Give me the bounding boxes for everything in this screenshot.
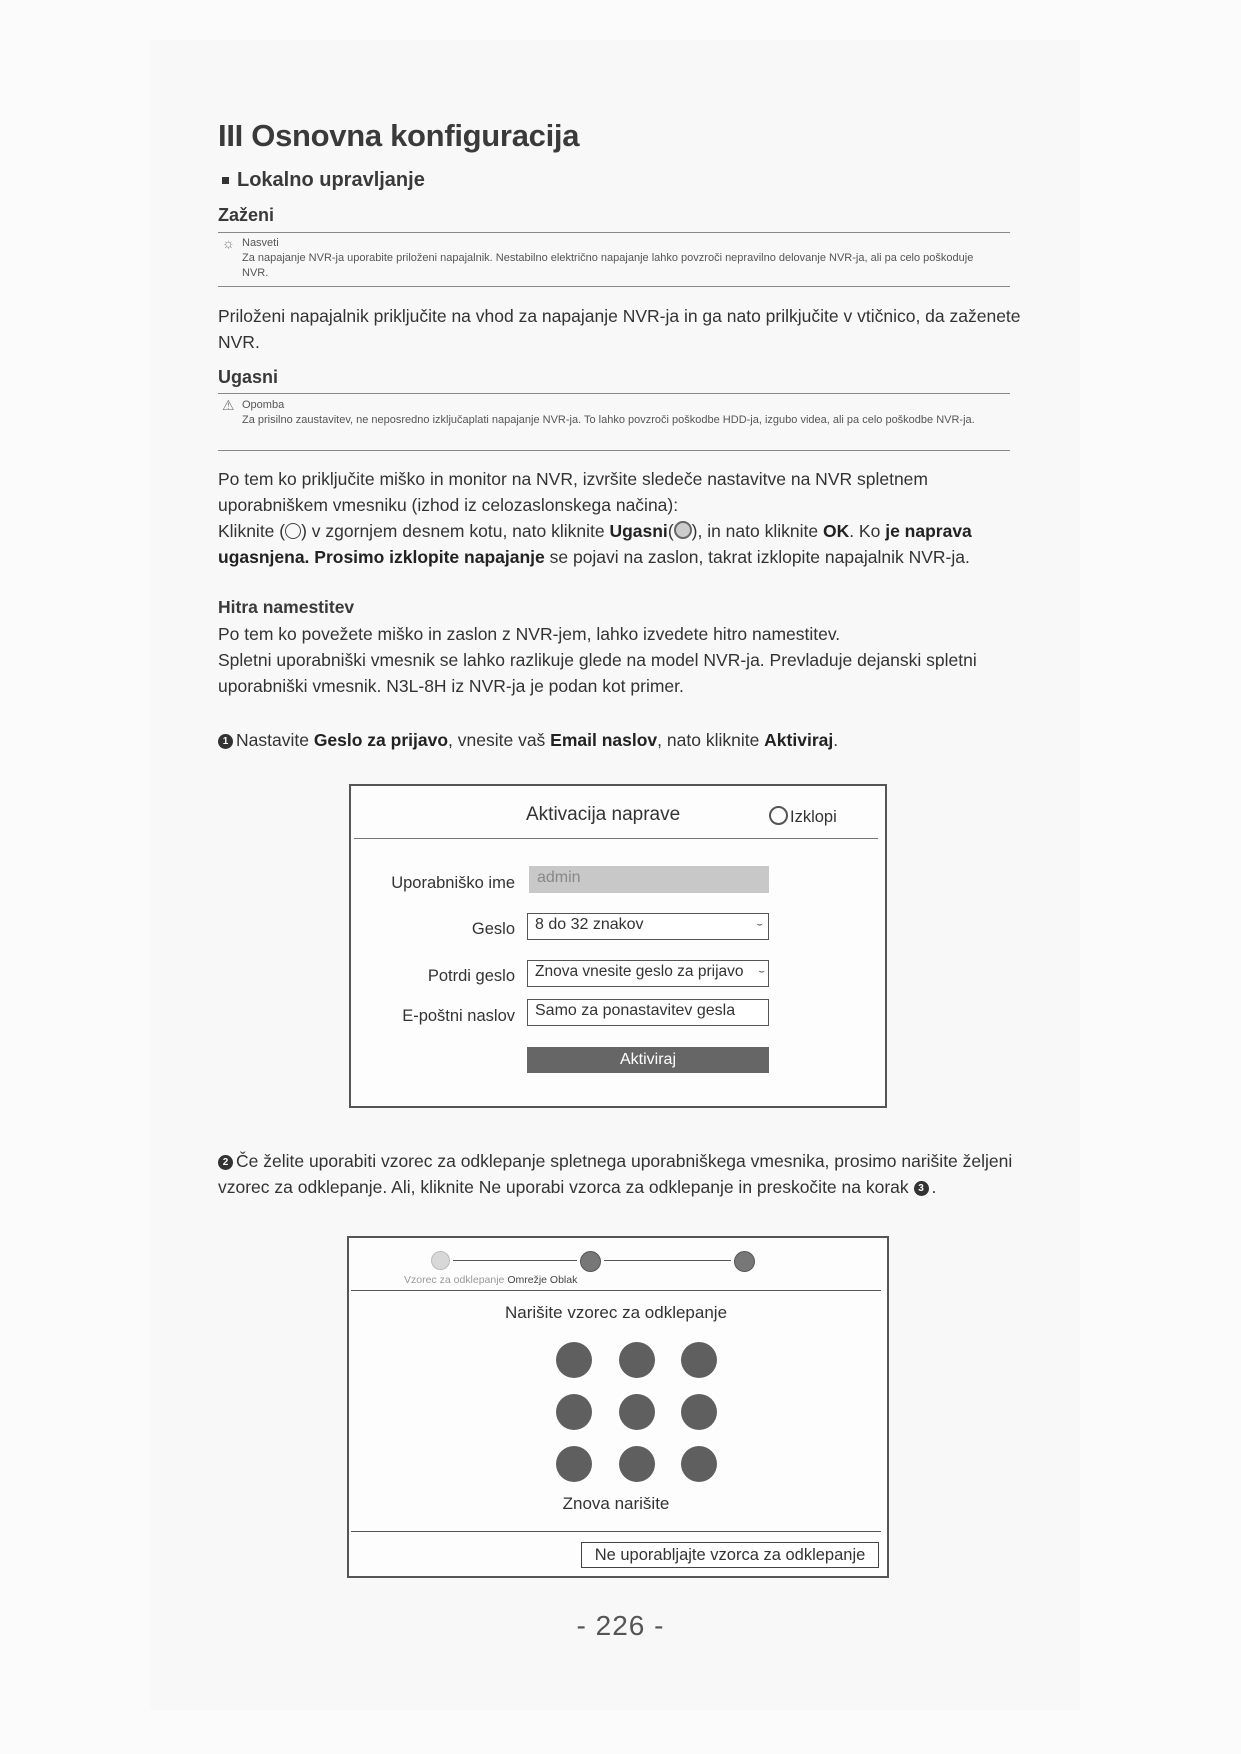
shutdown-heading: Ugasni <box>218 367 279 387</box>
redraw-link[interactable]: Znova narišite <box>562 1494 670 1513</box>
pattern-step-icon <box>431 1251 450 1270</box>
stepper-line <box>453 1260 577 1261</box>
stepper-line <box>604 1260 731 1261</box>
divider <box>218 232 1010 233</box>
dialog-divider <box>351 1290 881 1291</box>
step-1-instruction: 1 Nastavite Geslo za prijavo, vnesite vaš Email naslov, nato kliknite Aktiviraj. <box>218 727 1038 753</box>
step-number-badge: 2 <box>218 1155 233 1170</box>
password-field[interactable]: 8 do 32 znakov ⌣ <box>527 913 769 940</box>
dialog-divider <box>351 1531 881 1532</box>
section-subheading: Lokalno upravljanje <box>222 169 425 192</box>
pattern-dot[interactable] <box>619 1394 655 1430</box>
skip-pattern-button[interactable]: Ne uporabljajte vzorca za odklepanje <box>581 1542 879 1568</box>
username-field: admin <box>529 866 769 893</box>
power-icon <box>285 523 301 539</box>
eye-closed-icon[interactable]: ⌣ <box>756 919 763 930</box>
tips-note <box>218 236 1010 281</box>
lightbulb-icon: ☼ <box>222 235 235 251</box>
pattern-title: Narišite vzorec za odklepanje <box>504 1303 728 1322</box>
page-number: - 226 - <box>576 1610 665 1641</box>
pattern-dot[interactable] <box>556 1446 592 1482</box>
confirm-password-field[interactable]: Znova vnesite geslo za prijavo ⌣ <box>527 960 769 987</box>
username-label: Uporabniško ime <box>391 874 515 892</box>
warning-text: Za prisilno zaustavitev, ne neposredno izključaplati napajanje NVR-ja. To lahko povzroči poškodbe HDD-ja, izgubo videa, ali pa celo poškodbe NVR-ja. <box>242 414 975 426</box>
step-number-badge: 1 <box>218 734 233 749</box>
pattern-dot[interactable] <box>681 1394 717 1430</box>
activation-dialog <box>349 784 887 1108</box>
cloud-step-icon <box>734 1251 755 1272</box>
pattern-dot[interactable] <box>619 1342 655 1378</box>
unlock-pattern-dialog <box>347 1236 889 1578</box>
network-step-icon <box>580 1251 601 1272</box>
pattern-dot[interactable] <box>556 1394 592 1430</box>
activate-button[interactable]: Aktiviraj <box>527 1047 769 1073</box>
pattern-dot[interactable] <box>681 1342 717 1378</box>
square-bullet-icon <box>222 177 229 184</box>
email-field[interactable]: Samo za ponastavitev gesla <box>527 999 769 1026</box>
warning-note <box>218 398 1010 428</box>
eye-closed-icon[interactable]: ⌣ <box>758 966 765 977</box>
divider <box>218 450 1010 451</box>
divider <box>218 286 1010 287</box>
pattern-dot[interactable] <box>619 1446 655 1482</box>
divider <box>218 393 1010 394</box>
start-heading: Zaženi <box>218 205 275 225</box>
tips-label: Nasveti <box>242 237 279 249</box>
confirm-password-label: Potrdi geslo <box>427 967 515 985</box>
warning-label: Opomba <box>242 399 285 411</box>
quick-setup-line-1: Po tem ko povežete miško in zaslon z NVR-jem, lahko izvedete hitro namestitev. <box>218 624 841 644</box>
start-paragraph: Priloženi napajalnik priključite na vhod za napajanje NVR-ja in ga nato prilkjučite v vtičnico, da zaženete NVR. <box>218 306 1021 352</box>
power-icon <box>769 806 788 825</box>
stepper-labels: Vzorec za odklepanje Omrežje Oblak <box>404 1274 578 1286</box>
step-2-instruction: 2 Če želite uporabiti vzorec za odklepanje spletnega uporabniškega vmesnika, prosimo narišite željeni vzorec za odklepanje. Ali, kliknite Ne uporabi vzorca za odklepanje in preskočite na korak 3 . <box>218 1151 1013 1197</box>
page-title: III Osnovna konfiguracija <box>218 118 580 153</box>
dialog-title: Aktivacija naprave <box>526 804 681 825</box>
pattern-dot[interactable] <box>556 1342 592 1378</box>
shutdown-icon <box>674 521 692 539</box>
warning-triangle-icon: ⚠ <box>222 397 235 413</box>
power-off-button[interactable]: Izklopi <box>769 806 837 827</box>
tips-text: Za napajanje NVR-ja uporabite priloženi napajalnik. Nestabilno električno napajanje lahko povzroči nepravilno delovanje NVR-ja, ali pa celo poškoduje NVR. <box>242 252 974 279</box>
shutdown-paragraph-2: Kliknite ( ) v zgornjem desnem kotu, nato kliknite Ugasni( ), in nato kliknite OK. Ko je naprava ugasnjena. Prosimo izklopite napajanje se pojavi na zaslon, takrat izklopite napajalnik NVR-ja. <box>218 521 972 567</box>
shutdown-paragraph-1: Po tem ko priključite miško in monitor na NVR, izvršite sledeče nastavitve na NVR spletnem uporabniškem vmesniku (izhod iz celozaslonskega načina): <box>218 469 928 515</box>
pattern-dot[interactable] <box>681 1446 717 1482</box>
quick-setup-heading: Hitra namestitev <box>218 597 355 617</box>
password-label: Geslo <box>471 920 515 938</box>
email-label: E-poštni naslov <box>402 1007 515 1025</box>
quick-setup-line-2: Spletni uporabniški vmesnik se lahko razlikuje glede na model NVR-ja. Prevladuje dejanski spletni uporabniški vmesnik. N3L-8H iz NVR-ja je podan kot primer. <box>218 650 977 696</box>
dialog-divider <box>354 838 878 839</box>
step-reference-badge: 3 <box>914 1181 929 1196</box>
